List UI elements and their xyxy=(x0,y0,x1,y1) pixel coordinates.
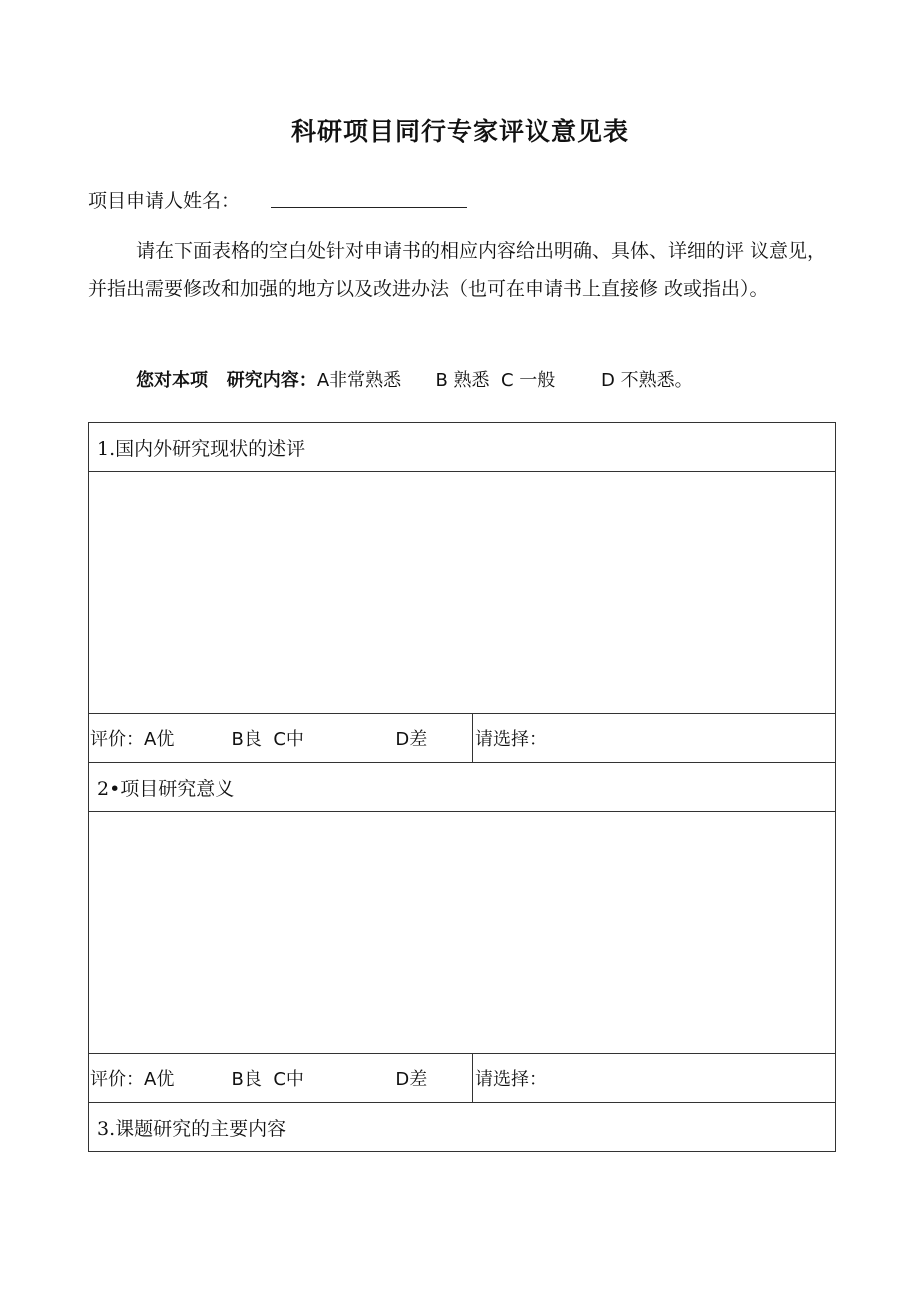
familiarity-lead: 您对本项 研究内容： xyxy=(136,370,317,391)
section-1-heading: 1.国内外研究现状的述评 xyxy=(89,423,836,472)
familiarity-line xyxy=(136,366,693,392)
section-2-comment-row xyxy=(89,812,836,1054)
section-2-choose-field[interactable]: 请选择： xyxy=(473,1054,836,1103)
familiarity-options[interactable]: A非常熟悉 B 熟悉 C 一般 D 不熟悉。 xyxy=(316,370,693,391)
form-title: 科研项目同行专家评议意见表 xyxy=(290,117,629,146)
section-1-rating-options[interactable]: 评价：A优 B良 C中 D差 xyxy=(89,714,473,763)
section-2-comment-area[interactable] xyxy=(89,812,836,1054)
applicant-name-label: 项目申请人姓名： xyxy=(88,190,241,212)
section-3-heading: 3.课题研究的主要内容 xyxy=(89,1103,836,1152)
review-table xyxy=(88,422,836,1152)
applicant-name-field[interactable] xyxy=(271,207,467,208)
section-2-heading: 2•项目研究意义 xyxy=(89,763,836,812)
section-1-comment-area[interactable] xyxy=(89,472,836,714)
section-2-rating-options[interactable]: 评价：A优 B良 C中 D差 xyxy=(89,1054,473,1103)
section-1-comment-row xyxy=(89,472,836,714)
section-1-rating-row xyxy=(89,714,836,763)
section-1-heading-row xyxy=(89,423,836,472)
section-1-choose-field[interactable]: 请选择： xyxy=(473,714,836,763)
section-2-heading-row xyxy=(89,763,836,812)
instructions-paragraph: 请在下面表格的空白处针对申请书的相应内容给出明确、具体、详细的评 议意见，并指出需要修改和加强的地方以及改进办法（也可在申请书上直接修 改或指出）。 xyxy=(88,240,827,300)
section-3-heading-row xyxy=(89,1103,836,1152)
section-2-rating-row xyxy=(89,1054,836,1103)
